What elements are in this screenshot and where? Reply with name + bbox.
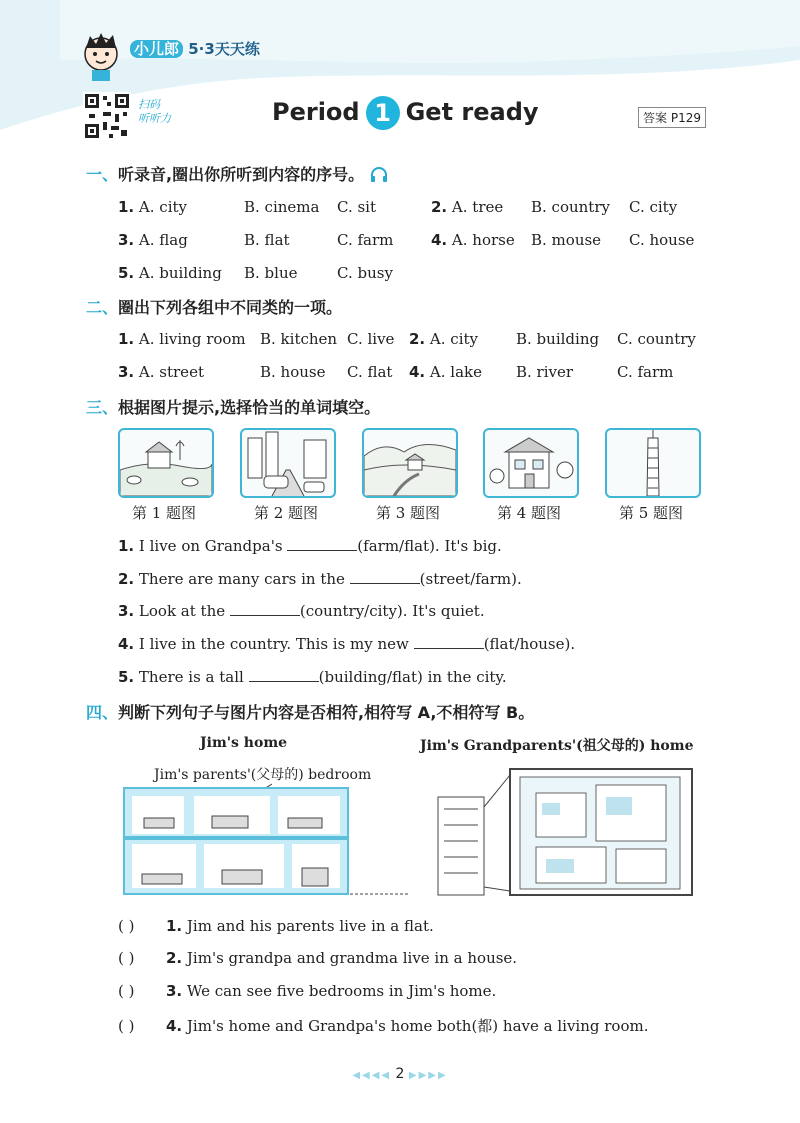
s3-item-3-post: (country/city). It's quiet. bbox=[299, 602, 485, 620]
section2-num: 二、 bbox=[86, 298, 119, 317]
s3-item-4-blank[interactable] bbox=[414, 636, 484, 649]
s1-row-3 bbox=[118, 264, 222, 282]
s2-q2-a[interactable]: A. city bbox=[429, 330, 478, 348]
s3-item-1-num: 1. bbox=[118, 537, 135, 555]
s1-q5-b[interactable]: B. blue bbox=[244, 264, 298, 282]
s4-item-4-text: Jim's home and Grandpa's home both(都) have a living room. bbox=[186, 1017, 649, 1035]
section2-heading bbox=[86, 295, 342, 318]
s3-item-1-blank[interactable] bbox=[287, 538, 357, 551]
s2-q4 bbox=[409, 363, 482, 381]
section1-text: 听录音,圈出你所听到内容的序号。 bbox=[118, 165, 365, 184]
s2-q2 bbox=[409, 330, 478, 348]
s4-item-1-answer[interactable]: ( ) bbox=[118, 917, 135, 935]
period-number-badge: 1 bbox=[366, 96, 400, 130]
s3-item-4 bbox=[118, 635, 575, 653]
section4-text: 判断下列句子与图片内容是否相符,相符写 A,不相符写 B。 bbox=[118, 703, 535, 722]
caption-1: 第 1 题图 bbox=[131, 504, 197, 522]
s4-item-1 bbox=[118, 917, 434, 935]
s1-q2 bbox=[431, 198, 503, 216]
s1-q4-c[interactable]: C. house bbox=[629, 231, 695, 249]
s2-q1 bbox=[118, 330, 246, 348]
s2-q4-a[interactable]: A. lake bbox=[429, 363, 482, 381]
s4-item-1-text: Jim and his parents live in a flat. bbox=[186, 917, 434, 935]
s1-q1-a[interactable]: A. city bbox=[138, 198, 187, 216]
s4-item-4-num: 4. bbox=[166, 1017, 183, 1035]
s3-item-3 bbox=[118, 602, 485, 620]
s1-q5-c[interactable]: C. busy bbox=[337, 264, 393, 282]
country-picture bbox=[362, 428, 458, 498]
s1-q4-b[interactable]: B. mouse bbox=[531, 231, 602, 249]
headphones-icon[interactable] bbox=[370, 166, 388, 182]
s1-q3-a[interactable]: A. flag bbox=[138, 231, 188, 249]
s3-item-5-num: 5. bbox=[118, 668, 135, 686]
s2-q1-c[interactable]: C. live bbox=[347, 330, 395, 348]
s3-item-5 bbox=[118, 668, 507, 686]
brand-name: 小儿郎 bbox=[130, 40, 183, 58]
caption-4: 第 4 题图 bbox=[496, 504, 562, 522]
s2-q3-c[interactable]: C. flat bbox=[347, 363, 393, 381]
scan-hint bbox=[138, 98, 171, 126]
s3-item-2 bbox=[118, 570, 522, 588]
answer-page: P129 bbox=[670, 111, 701, 125]
s1-q2-b[interactable]: B. country bbox=[531, 198, 610, 216]
s3-item-4-pre: I live in the country. This is my new bbox=[138, 635, 409, 653]
caption-3: 第 3 题图 bbox=[375, 504, 441, 522]
section3-text: 根据图片提示,选择恰当的单词填空。 bbox=[118, 398, 381, 417]
s2-q4-c[interactable]: C. farm bbox=[617, 363, 674, 381]
s4-item-3 bbox=[118, 982, 496, 1000]
s4-item-2-answer[interactable]: ( ) bbox=[118, 949, 135, 967]
s3-item-5-pre: There is a tall bbox=[138, 668, 244, 686]
s1-q3-c[interactable]: C. farm bbox=[337, 231, 394, 249]
s3-item-2-post: (street/farm). bbox=[419, 570, 522, 588]
s1-q2-c[interactable]: C. city bbox=[629, 198, 678, 216]
s4-item-4 bbox=[118, 1015, 648, 1036]
s1-q1-c[interactable]: C. sit bbox=[337, 198, 377, 216]
s2-q1-a[interactable]: A. living room bbox=[138, 330, 246, 348]
jims-home-title: Jim's home bbox=[200, 735, 288, 751]
jims-home-picture bbox=[122, 782, 412, 898]
s2-q3-a[interactable]: A. street bbox=[138, 363, 204, 381]
page-footer bbox=[0, 1066, 800, 1082]
s4-item-3-num: 3. bbox=[166, 982, 183, 1000]
s2-q3-num: 3. bbox=[118, 363, 135, 381]
s3-item-4-num: 4. bbox=[118, 635, 135, 653]
s4-item-3-answer[interactable]: ( ) bbox=[118, 982, 135, 1000]
s3-item-1-pre: I live on Grandpa's bbox=[138, 537, 283, 555]
section2-text: 圈出下列各组中不同类的一项。 bbox=[118, 298, 343, 317]
s2-q4-b[interactable]: B. river bbox=[516, 363, 574, 381]
s2-q1-b[interactable]: B. kitchen bbox=[260, 330, 338, 348]
s3-item-1-post: (farm/flat). It's big. bbox=[357, 537, 502, 555]
next-arrows-icon: ▶▶▶▶ bbox=[408, 1070, 448, 1081]
s1-row-1 bbox=[118, 198, 187, 216]
s1-q5-num: 5. bbox=[118, 264, 135, 282]
s2-q2-c[interactable]: C. country bbox=[617, 330, 696, 348]
house-picture bbox=[483, 428, 579, 498]
s3-item-1 bbox=[118, 537, 502, 555]
qr-code-icon[interactable] bbox=[83, 92, 131, 140]
s1-q4-a[interactable]: A. horse bbox=[451, 231, 515, 249]
caption-2: 第 2 题图 bbox=[253, 504, 319, 522]
s1-q2-num: 2. bbox=[431, 198, 448, 216]
s1-q1-b[interactable]: B. cinema bbox=[244, 198, 320, 216]
grandparents-home-title: Jim's Grandparents'(祖父母的) home bbox=[420, 738, 694, 754]
s4-item-3-text: We can see five bedrooms in Jim's home. bbox=[186, 982, 497, 1000]
series-name: 5·3天天练 bbox=[188, 40, 260, 58]
section3-num: 三、 bbox=[86, 398, 119, 417]
s1-q4-num: 4. bbox=[431, 231, 448, 249]
farm-picture bbox=[118, 428, 214, 498]
section1-num: 一、 bbox=[86, 165, 119, 184]
s1-q5-a[interactable]: A. building bbox=[138, 264, 222, 282]
s3-item-4-post: (flat/house). bbox=[483, 635, 576, 653]
s3-item-5-post: (building/flat) in the city. bbox=[318, 668, 507, 686]
s1-q3-b[interactable]: B. flat bbox=[244, 231, 290, 249]
s4-item-2-text: Jim's grandpa and grandma live in a house. bbox=[186, 949, 518, 967]
s3-item-2-blank[interactable] bbox=[350, 571, 420, 584]
s2-q3-b[interactable]: B. house bbox=[260, 363, 326, 381]
answer-label: 答案 bbox=[643, 111, 668, 125]
s2-q4-num: 4. bbox=[409, 363, 426, 381]
s4-item-2-num: 2. bbox=[166, 949, 183, 967]
tall-building-picture bbox=[605, 428, 701, 498]
s3-item-3-pre: Look at the bbox=[138, 602, 226, 620]
s3-item-3-num: 3. bbox=[118, 602, 135, 620]
s4-item-4-answer[interactable]: ( ) bbox=[118, 1017, 135, 1035]
s3-item-2-num: 2. bbox=[118, 570, 135, 588]
prev-arrows-icon: ◀◀◀◀ bbox=[352, 1070, 392, 1081]
page-number: 2 bbox=[395, 1066, 405, 1082]
street-picture bbox=[240, 428, 336, 498]
section1-heading bbox=[86, 162, 388, 185]
brand bbox=[130, 38, 260, 59]
s4-item-2 bbox=[118, 949, 517, 967]
parents-bedroom-label: Jim's parents'(父母的) bedroom bbox=[154, 767, 372, 783]
s1-q3-num: 3. bbox=[118, 231, 135, 249]
s1-q1-num: 1. bbox=[118, 198, 135, 216]
section3-heading bbox=[86, 395, 380, 418]
s3-item-5-blank[interactable] bbox=[249, 669, 319, 682]
s2-q2-b[interactable]: B. building bbox=[516, 330, 600, 348]
scan-line-1: 扫码 bbox=[138, 98, 160, 111]
s1-q4 bbox=[431, 231, 515, 249]
boy-mascot-icon bbox=[78, 30, 124, 82]
s3-item-3-blank[interactable] bbox=[230, 603, 300, 616]
page-title bbox=[272, 96, 539, 130]
title-left: Period bbox=[272, 98, 360, 126]
scan-line-2: 听听力 bbox=[138, 112, 171, 125]
section4-heading bbox=[86, 700, 534, 723]
section4-num: 四、 bbox=[86, 703, 119, 722]
s2-q1-num: 1. bbox=[118, 330, 135, 348]
grandparents-home-picture bbox=[436, 767, 696, 899]
s4-item-1-num: 1. bbox=[166, 917, 183, 935]
answer-reference[interactable] bbox=[638, 107, 706, 128]
s2-q2-num: 2. bbox=[409, 330, 426, 348]
title-right: Get ready bbox=[405, 98, 539, 126]
s3-item-2-pre: There are many cars in the bbox=[138, 570, 345, 588]
s1-row-2 bbox=[118, 231, 188, 249]
s2-q3 bbox=[118, 363, 204, 381]
caption-5: 第 5 题图 bbox=[618, 504, 684, 522]
s1-q2-a[interactable]: A. tree bbox=[451, 198, 504, 216]
